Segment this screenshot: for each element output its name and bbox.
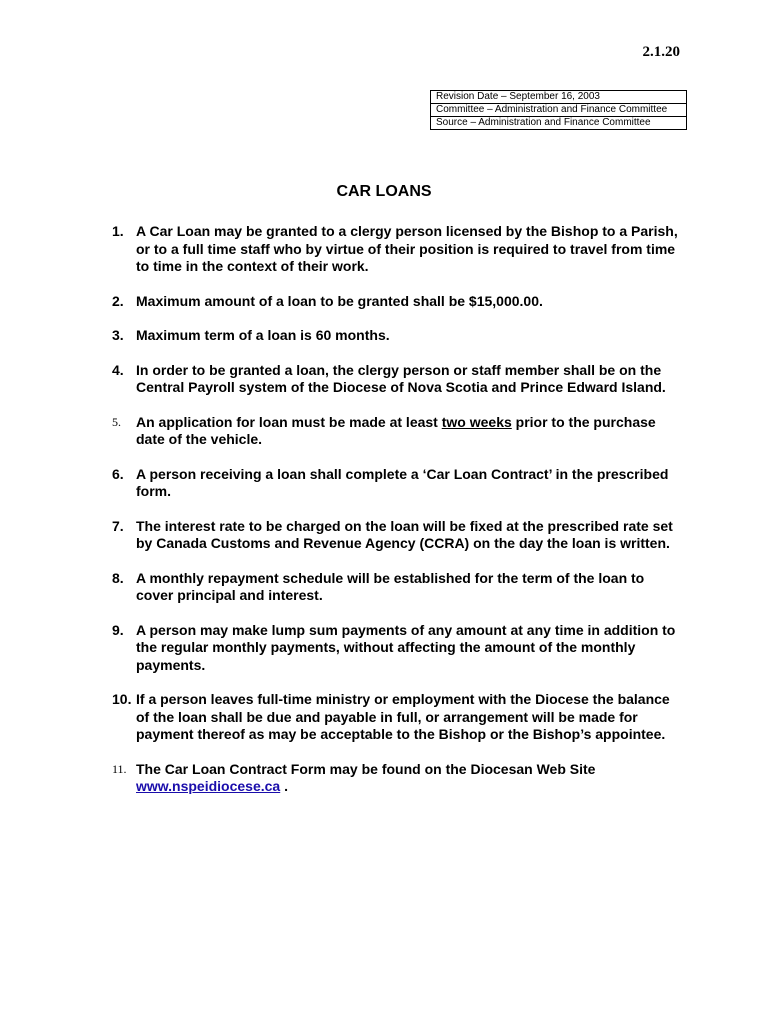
item-number: 2. [112,292,124,309]
list-item [112,223,682,276]
list-item [112,761,682,796]
item-number: 11. [112,761,127,776]
item-number: 5. [112,414,121,429]
item-text: A Car Loan may be granted to a clergy person licensed by the Bishop to a Parish, or to a full time staff who by virtue of their position is required to travel from time to time in the context of their work. [136,223,678,274]
item-text: Maximum term of a loan is 60 months. [136,327,390,343]
item-text [136,761,595,795]
revision-committee: Committee – Administration and Finance Committee [431,104,686,117]
list-item [112,293,682,311]
item-number: 9. [112,621,124,638]
list-item [112,518,682,553]
list-item [112,327,682,345]
item-text: The interest rate to be charged on the loan will be fixed at the prescribed rate set by Canada Customs and Revenue Agency (CCRA) on the day the loan is written. [136,517,673,551]
list-item [112,466,682,501]
item-text-after: . [280,778,288,794]
item-number: 7. [112,517,124,534]
page-title: CAR LOANS [336,183,432,200]
item-number: 6. [112,465,124,482]
item-number: 10. [112,691,132,707]
list-item [112,362,682,397]
revision-source: Source – Administration and Finance Committee [436,117,651,128]
item-number: 1. [112,223,124,239]
item-text: If a person leaves full-time ministry or employment with the Diocese the balance of the loan shall be due and payable in full, or arrangement will be made for payment thereof as may be acceptable to the Bishop or the Bishop’s appointee. [136,691,670,742]
item-text-before: An application for loan must be made at least [136,413,442,430]
item-number: 3. [112,327,124,343]
list-item [112,414,682,449]
item-text: A person receiving a loan shall complete a ‘Car Loan Contract’ in the prescribed form. [136,465,669,499]
item-text-before: The Car Loan Contract Form may be found on the Diocesan Web Site [136,760,596,777]
item-number: 8. [112,569,124,586]
revision-date: Revision Date – September 16, 2003 [431,91,686,104]
policy-list [112,223,682,813]
item-text [136,414,656,448]
item-text: A monthly repayment schedule will be established for the term of the loan to cover principal and interest. [136,569,645,603]
website-link[interactable]: www.nspeidiocese.ca [136,778,281,794]
item-text: Maximum amount of a loan to be granted shall be $15,000.00. [136,292,543,309]
revision-info-box [430,90,687,130]
list-item [112,691,682,744]
underlined-text: two weeks [441,413,512,430]
item-number: 4. [112,361,124,378]
list-item [112,622,682,675]
item-text: A person may make lump sum payments of any amount at any time in addition to the regular monthly payments, without affecting the amount of the monthly payments. [136,621,676,673]
list-item [112,570,682,605]
item-text-after: prior to the purchase date of the vehicle. [136,413,656,447]
page-number: 2.1.20 [642,44,680,60]
item-text: In order to be granted a loan, the clergy person or staff member shall be on the Central Payroll system of the Diocese of Nova Scotia and Prince Edward Island. [136,361,666,395]
